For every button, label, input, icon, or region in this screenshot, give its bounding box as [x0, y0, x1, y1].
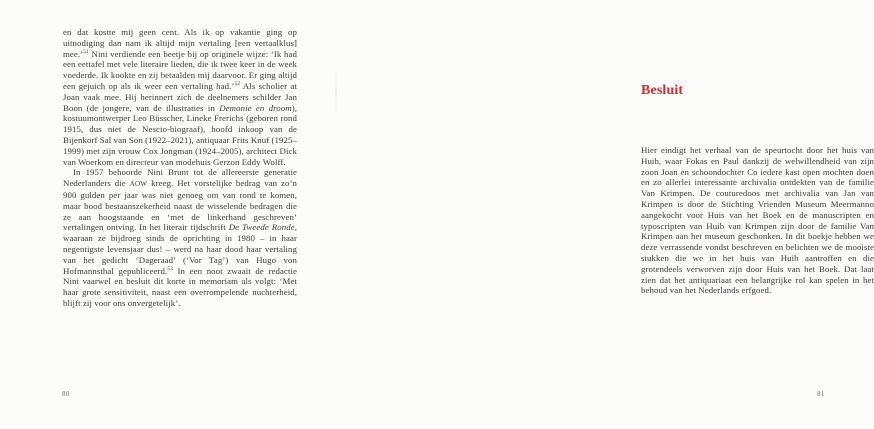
- left-page: [0, 0, 300, 429]
- left-paragraph-1: [63, 27, 297, 167]
- text-segment: AOW: [129, 180, 148, 189]
- text-segment: en dat kostte mij geen cent. Als ik op vakantie ging op uitnodiging dan nam ik altijd mijn vertaling [een vertaalklus] mee.’: [63, 27, 297, 59]
- text-segment: kreeg. Het vorstelijke bedrag van zo’n 900 gulden per jaar was niet genoeg om van rond te komen, maar bood bestaanszekerheid naast de wisselende bedragen die ze aan hoogstaande en ‘met de linkerhand geschreven’ vertalingen ontving. In het literair tijdschrift: [63, 178, 297, 233]
- text-segment: 51: [83, 48, 89, 55]
- chapter-heading: Besluit: [641, 83, 684, 98]
- left-page-number: 80: [62, 390, 70, 398]
- text-segment: 52: [234, 81, 241, 88]
- right-page: [300, 0, 874, 429]
- text-segment: , waaraan ze bijdroeg sinds de oprichting in 1980 – in haar negentigste levensjaar dus! – werd na haar dood haar vertaling van het gedicht ‘Dageraad’ (‘Vor Tag’) van Hugo von Hofmannsthal gepubliceerd.: [63, 222, 297, 276]
- text-segment: Als scholier at Joan vaak mee. Hij herinnert zich de deelnemers schilder Jan Boon (de jongere, van de illustraties in: [63, 80, 297, 113]
- text-segment: Hier eindigt het verhaal van de speurtocht door het huis van Huib, waar Fokas en Paul dankzij de welwillendheid van zijn zoon Joan en schoondochter Co iedere kast open mochten doen en zo allerlei interessante archivalia ontdekten van de familie Van Krimpen. De couturedoos met archivalia van Jan van Krimpen is door de Stichting Vrienden Museum Meermanno aangekocht voor Huis van het Boek en de manuscripten en typoscripten van Huib van Krimpen zijn door de familie Van Krimpen aan het museum geschonken. In dit boekje hebben we deze verrassende vondst beschreven en belichten we de mooiste stukken die we in het huis van Huib aantroffen en die grotendeels verworven zijn door Huis van het Boek. Dat laat zien dat het antiquariaat een belangrijke rol kan spelen in het behoud van het Nederlands erfgoed.: [641, 145, 874, 296]
- text-segment: In 1957 behoorde Nini Brunt tot de allereerste generatie Nederlanders die: [63, 167, 297, 189]
- text-segment: ), kostuumontwerper Leo Büsscher, Lineke Frerichs (geboren rond 1915, dus niet de Nescio-biograaf), hoofd inkoop van de Bijenkorf Sal van Son (1922–2021), antiquaar Frits Knuf (1925–1999) met zijn vrouw Cox Jongman (1924–2005), architect Dick van Woerkom en directeur van modehuis Gerzon Eddy Wolff.: [63, 102, 297, 167]
- left-paragraph-2: [63, 167, 297, 308]
- right-page-number: 81: [817, 390, 825, 398]
- text-segment: 53: [167, 265, 173, 272]
- right-page-text: [641, 145, 874, 296]
- text-segment: De Tweede Ronde: [228, 222, 295, 233]
- text-segment: In een noot zwaait de redactie Nini vaarwel en besluit dit korte in memoriam als volgt: ‘Met haar grote sensitiviteit, naast een overrompelende nuchterheid, blijft zij voor ons onvergetelijk’.: [63, 265, 297, 308]
- text-segment: Demonie en droom: [219, 102, 292, 113]
- text-segment: Nini verdiende een beetje bij op originele wijze: ‘Ik had een eettafel met vele literaire lieden, die ik twee keer in de week voederde. Ik kookte en zij betaalden mij daarvoor. Er ging altijd een gejuich op als ik weer een vertaling had.’: [63, 48, 297, 91]
- left-page-text: [63, 27, 297, 309]
- right-paragraph-1: [641, 145, 874, 296]
